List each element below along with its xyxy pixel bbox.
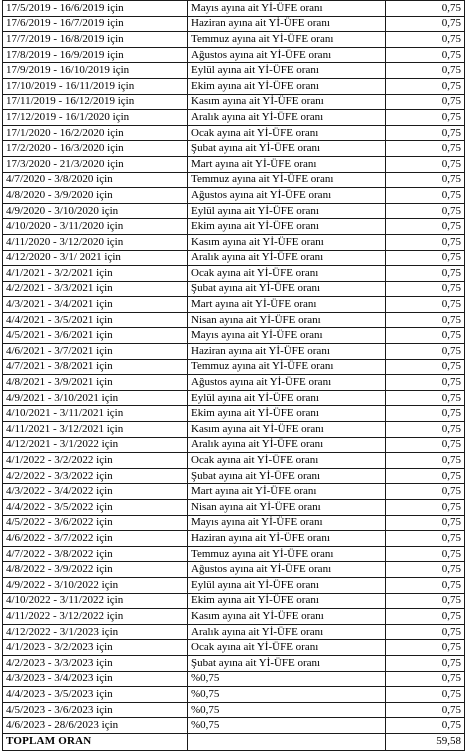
rate-cell: 0,75 (386, 577, 465, 593)
description-cell: Eylül ayına ait Yİ-ÜFE oranı (188, 577, 386, 593)
rate-cell: 0,75 (386, 141, 465, 157)
description-cell: Ekim ayına ait Yİ-ÜFE oranı (188, 593, 386, 609)
description-cell: Mart ayına ait Yİ-ÜFE oranı (188, 484, 386, 500)
total-value: 59,58 (386, 733, 465, 750)
rate-cell: 0,75 (386, 500, 465, 516)
period-cell: 4/9/2022 - 3/10/2022 için (3, 577, 188, 593)
rate-cell: 0,75 (386, 562, 465, 578)
description-cell: Mayıs ayına ait Yİ-ÜFE oranı (188, 1, 386, 17)
period-cell: 17/9/2019 - 16/10/2019 için (3, 63, 188, 79)
period-cell: 4/11/2022 - 3/12/2022 için (3, 609, 188, 625)
description-cell: Mart ayına ait Yİ-ÜFE oranı (188, 297, 386, 313)
table-row (3, 406, 465, 422)
description-cell: Ekim ayına ait Yİ-ÜFE oranı (188, 78, 386, 94)
rate-table-body (3, 1, 465, 751)
rate-cell: 0,75 (386, 671, 465, 687)
period-cell: 4/6/2021 - 3/7/2021 için (3, 344, 188, 360)
period-cell: 17/12/2019 - 16/1/2020 için (3, 110, 188, 126)
table-row (3, 375, 465, 391)
rate-cell: 0,75 (386, 78, 465, 94)
period-cell: 4/9/2021 - 3/10/2021 için (3, 390, 188, 406)
period-cell: 4/8/2022 - 3/9/2022 için (3, 562, 188, 578)
rate-cell: 0,75 (386, 94, 465, 110)
description-cell: Ekim ayına ait Yİ-ÜFE oranı (188, 406, 386, 422)
rate-cell: 0,75 (386, 453, 465, 469)
table-row (3, 110, 465, 126)
rate-cell: 0,75 (386, 687, 465, 703)
table-row (3, 546, 465, 562)
table-row (3, 640, 465, 656)
rate-cell: 0,75 (386, 63, 465, 79)
description-cell: Nisan ayına ait Yİ-ÜFE oranı (188, 312, 386, 328)
rate-cell: 0,75 (386, 718, 465, 734)
rate-cell: 0,75 (386, 640, 465, 656)
description-cell: Mart ayına ait Yİ-ÜFE oranı (188, 156, 386, 172)
table-row (3, 281, 465, 297)
description-cell: Ağustos ayına ait Yİ-ÜFE oranı (188, 47, 386, 63)
table-row (3, 312, 465, 328)
description-cell: %0,75 (188, 718, 386, 734)
rate-cell: 0,75 (386, 702, 465, 718)
table-row (3, 219, 465, 235)
period-cell: 17/5/2019 - 16/6/2019 için (3, 1, 188, 17)
description-cell: %0,75 (188, 687, 386, 703)
description-cell: %0,75 (188, 702, 386, 718)
rate-cell: 0,75 (386, 593, 465, 609)
rate-cell: 0,75 (386, 437, 465, 453)
description-cell: Aralık ayına ait Yİ-ÜFE oranı (188, 437, 386, 453)
table-row (3, 234, 465, 250)
table-row (3, 453, 465, 469)
description-cell: Haziran ayına ait Yİ-ÜFE oranı (188, 531, 386, 547)
period-cell: 4/1/2023 - 3/2/2023 için (3, 640, 188, 656)
description-cell: Kasım ayına ait Yİ-ÜFE oranı (188, 94, 386, 110)
table-row (3, 484, 465, 500)
rate-cell: 0,75 (386, 484, 465, 500)
period-cell: 4/10/2021 - 3/11/2021 için (3, 406, 188, 422)
description-cell: Temmuz ayına ait Yİ-ÜFE oranı (188, 172, 386, 188)
rate-cell: 0,75 (386, 110, 465, 126)
table-row (3, 702, 465, 718)
table-row (3, 515, 465, 531)
description-cell: Eylül ayına ait Yİ-ÜFE oranı (188, 203, 386, 219)
period-cell: 4/9/2020 - 3/10/2020 için (3, 203, 188, 219)
period-cell: 17/10/2019 - 16/11/2019 için (3, 78, 188, 94)
rate-cell: 0,75 (386, 188, 465, 204)
period-cell: 17/7/2019 - 16/8/2019 için (3, 32, 188, 48)
table-row (3, 422, 465, 438)
period-cell: 4/2/2021 - 3/3/2021 için (3, 281, 188, 297)
description-cell: Şubat ayına ait Yİ-ÜFE oranı (188, 281, 386, 297)
description-cell: Ocak ayına ait Yİ-ÜFE oranı (188, 453, 386, 469)
period-cell: 17/1/2020 - 16/2/2020 için (3, 125, 188, 141)
table-row (3, 188, 465, 204)
rate-cell: 0,75 (386, 203, 465, 219)
table-row (3, 78, 465, 94)
period-cell: 4/5/2021 - 3/6/2021 için (3, 328, 188, 344)
description-cell: Ağustos ayına ait Yİ-ÜFE oranı (188, 375, 386, 391)
description-cell: Temmuz ayına ait Yİ-ÜFE oranı (188, 32, 386, 48)
table-row (3, 468, 465, 484)
table-row (3, 1, 465, 17)
table-row (3, 63, 465, 79)
table-row (3, 671, 465, 687)
period-cell: 17/2/2020 - 16/3/2020 için (3, 141, 188, 157)
rate-cell: 0,75 (386, 546, 465, 562)
period-cell: 17/11/2019 - 16/12/2019 için (3, 94, 188, 110)
rate-cell: 0,75 (386, 234, 465, 250)
period-cell: 4/4/2023 - 3/5/2023 için (3, 687, 188, 703)
table-row (3, 500, 465, 516)
description-cell: Eylül ayına ait Yİ-ÜFE oranı (188, 63, 386, 79)
period-cell: 17/6/2019 - 16/7/2019 için (3, 16, 188, 32)
period-cell: 4/11/2020 - 3/12/2020 için (3, 234, 188, 250)
period-cell: 4/7/2020 - 3/8/2020 için (3, 172, 188, 188)
rate-cell: 0,75 (386, 125, 465, 141)
rate-cell: 0,75 (386, 172, 465, 188)
period-cell: 4/10/2020 - 3/11/2020 için (3, 219, 188, 235)
description-cell: Kasım ayına ait Yİ-ÜFE oranı (188, 609, 386, 625)
period-cell: 4/6/2022 - 3/7/2022 için (3, 531, 188, 547)
period-cell: 4/12/2021 - 3/1/2022 için (3, 437, 188, 453)
table-row (3, 16, 465, 32)
period-cell: 4/7/2021 - 3/8/2021 için (3, 359, 188, 375)
description-cell: Ocak ayına ait Yİ-ÜFE oranı (188, 640, 386, 656)
table-row (3, 390, 465, 406)
rate-cell: 0,75 (386, 609, 465, 625)
table-row (3, 344, 465, 360)
period-cell: 4/4/2021 - 3/5/2021 için (3, 312, 188, 328)
total-label: TOPLAM ORAN (3, 733, 188, 750)
period-cell: 4/1/2021 - 3/2/2021 için (3, 266, 188, 282)
description-cell: Kasım ayına ait Yİ-ÜFE oranı (188, 234, 386, 250)
rate-cell: 0,75 (386, 281, 465, 297)
period-cell: 4/7/2022 - 3/8/2022 için (3, 546, 188, 562)
period-cell: 4/8/2021 - 3/9/2021 için (3, 375, 188, 391)
period-cell: 4/6/2023 - 28/6/2023 için (3, 718, 188, 734)
table-row (3, 531, 465, 547)
description-cell: Haziran ayına ait Yİ-ÜFE oranı (188, 16, 386, 32)
table-row (3, 172, 465, 188)
description-cell: Temmuz ayına ait Yİ-ÜFE oranı (188, 359, 386, 375)
table-row (3, 297, 465, 313)
description-cell: Şubat ayına ait Yİ-ÜFE oranı (188, 141, 386, 157)
description-cell: Aralık ayına ait Yİ-ÜFE oranı (188, 624, 386, 640)
rate-cell: 0,75 (386, 266, 465, 282)
description-cell: Kasım ayına ait Yİ-ÜFE oranı (188, 422, 386, 438)
rate-cell: 0,75 (386, 344, 465, 360)
table-row (3, 593, 465, 609)
period-cell: 17/8/2019 - 16/9/2019 için (3, 47, 188, 63)
table-row (3, 94, 465, 110)
description-cell: Ekim ayına ait Yİ-ÜFE oranı (188, 219, 386, 235)
table-row (3, 437, 465, 453)
rate-cell: 0,75 (386, 359, 465, 375)
table-row (3, 718, 465, 734)
rate-cell: 0,75 (386, 655, 465, 671)
period-cell: 4/11/2021 - 3/12/2021 için (3, 422, 188, 438)
period-cell: 4/2/2022 - 3/3/2022 için (3, 468, 188, 484)
period-cell: 17/3/2020 - 21/3/2020 için (3, 156, 188, 172)
description-cell: Mayıs ayına ait Yİ-ÜFE oranı (188, 328, 386, 344)
description-cell: Aralık ayına ait Yİ-ÜFE oranı (188, 250, 386, 266)
description-cell: Şubat ayına ait Yİ-ÜFE oranı (188, 655, 386, 671)
rate-cell: 0,75 (386, 624, 465, 640)
table-row (3, 125, 465, 141)
table-row (3, 250, 465, 266)
table-row (3, 32, 465, 48)
description-cell: Ocak ayına ait Yİ-ÜFE oranı (188, 266, 386, 282)
table-row (3, 577, 465, 593)
period-cell: 4/4/2022 - 3/5/2022 için (3, 500, 188, 516)
description-cell: Haziran ayına ait Yİ-ÜFE oranı (188, 344, 386, 360)
table-row (3, 562, 465, 578)
period-cell: 4/12/2022 - 3/1/2023 için (3, 624, 188, 640)
description-cell: Şubat ayına ait Yİ-ÜFE oranı (188, 468, 386, 484)
rate-cell: 0,75 (386, 297, 465, 313)
rate-cell: 0,75 (386, 312, 465, 328)
table-row (3, 687, 465, 703)
table-row (3, 359, 465, 375)
table-row (3, 156, 465, 172)
table-row (3, 266, 465, 282)
period-cell: 4/8/2020 - 3/9/2020 için (3, 188, 188, 204)
description-cell: Mayıs ayına ait Yİ-ÜFE oranı (188, 515, 386, 531)
rate-table (2, 0, 465, 751)
rate-cell: 0,75 (386, 47, 465, 63)
rate-cell: 0,75 (386, 515, 465, 531)
rate-cell: 0,75 (386, 32, 465, 48)
description-cell: Ocak ayına ait Yİ-ÜFE oranı (188, 125, 386, 141)
description-cell: Temmuz ayına ait Yİ-ÜFE oranı (188, 546, 386, 562)
rate-cell: 0,75 (386, 390, 465, 406)
rate-cell: 0,75 (386, 1, 465, 17)
description-cell: Eylül ayına ait Yİ-ÜFE oranı (188, 390, 386, 406)
period-cell: 4/12/2020 - 3/1/ 2021 için (3, 250, 188, 266)
table-row (3, 655, 465, 671)
description-cell: %0,75 (188, 671, 386, 687)
rate-cell: 0,75 (386, 422, 465, 438)
table-row (3, 47, 465, 63)
table-row (3, 609, 465, 625)
period-cell: 4/10/2022 - 3/11/2022 için (3, 593, 188, 609)
rate-cell: 0,75 (386, 468, 465, 484)
table-row (3, 624, 465, 640)
description-cell: Ağustos ayına ait Yİ-ÜFE oranı (188, 188, 386, 204)
period-cell: 4/5/2023 - 3/6/2023 için (3, 702, 188, 718)
description-cell: Aralık ayına ait Yİ-ÜFE oranı (188, 110, 386, 126)
rate-cell: 0,75 (386, 156, 465, 172)
period-cell: 4/5/2022 - 3/6/2022 için (3, 515, 188, 531)
table-row (3, 141, 465, 157)
rate-cell: 0,75 (386, 250, 465, 266)
description-cell: Ağustos ayına ait Yİ-ÜFE oranı (188, 562, 386, 578)
period-cell: 4/3/2021 - 3/4/2021 için (3, 297, 188, 313)
table-row (3, 328, 465, 344)
table-row (3, 203, 465, 219)
period-cell: 4/2/2023 - 3/3/2023 için (3, 655, 188, 671)
rate-cell: 0,75 (386, 375, 465, 391)
description-cell: Nisan ayına ait Yİ-ÜFE oranı (188, 500, 386, 516)
period-cell: 4/3/2023 - 3/4/2023 için (3, 671, 188, 687)
rate-cell: 0,75 (386, 328, 465, 344)
rate-cell: 0,75 (386, 531, 465, 547)
rate-cell: 0,75 (386, 16, 465, 32)
rate-cell: 0,75 (386, 406, 465, 422)
period-cell: 4/3/2022 - 3/4/2022 için (3, 484, 188, 500)
rate-cell: 0,75 (386, 219, 465, 235)
period-cell: 4/1/2022 - 3/2/2022 için (3, 453, 188, 469)
